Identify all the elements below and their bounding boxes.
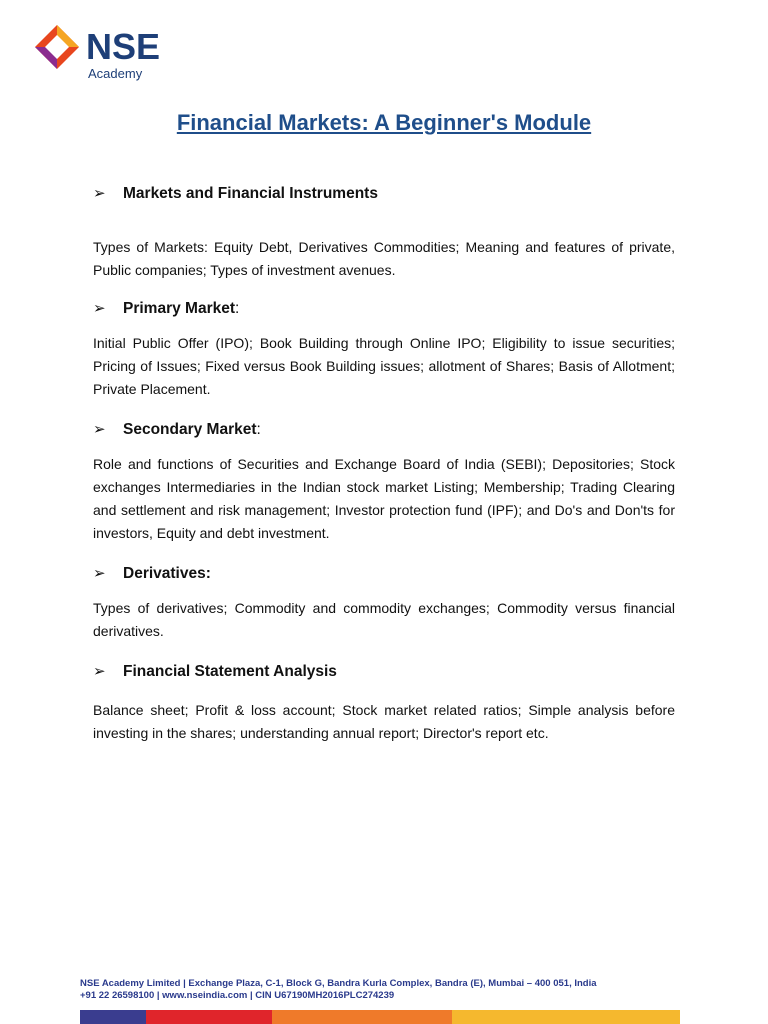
bullet-arrow-icon: ➢ — [93, 663, 106, 680]
logo-brand-text: NSE — [86, 26, 161, 67]
nse-academy-logo — [34, 24, 174, 84]
section-financial-statement-analysis — [93, 662, 675, 745]
section-heading-text: Secondary Market: — [123, 421, 261, 438]
section-heading — [93, 420, 675, 440]
section-heading-text: Derivatives: — [123, 565, 211, 582]
section-heading-text: Financial Statement Analysis — [123, 663, 337, 680]
bullet-arrow-icon: ➢ — [93, 421, 106, 438]
section-body: Balance sheet; Profit & loss account; Stock market related ratios; Simple analysis before investing in the shares; understanding annual report; Director's report etc. — [93, 702, 675, 741]
bullet-arrow-icon: ➢ — [93, 565, 106, 582]
footer-contact-line: +91 22 26598100 | www.nseindia.com | CIN U67190MH2016PLC274239 — [80, 990, 395, 1001]
stripe-segment — [272, 1010, 452, 1024]
section-secondary-market — [93, 420, 675, 545]
section-heading — [93, 299, 675, 319]
section-heading-text: Primary Market: — [123, 300, 240, 317]
section-heading — [93, 564, 675, 584]
stripe-segment — [80, 1010, 146, 1024]
nse-logo-icon — [34, 24, 80, 70]
section-body: Types of Markets: Equity Debt, Derivatives Commodities; Meaning and features of private, Public companies; Types of investment avenues. — [93, 239, 675, 278]
section-body: Initial Public Offer (IPO); Book Building through Online IPO; Eligibility to issue securities; Pricing of Issues; Fixed versus Book Building issues; allotment of Shares; Basis of Allotment; Private Placement. — [93, 335, 675, 397]
footer-address — [80, 978, 680, 1002]
section-markets — [93, 184, 675, 282]
footer-address-line: NSE Academy Limited | Exchange Plaza, C-1, Block G, Bandra Kurla Complex, Bandra (E), Mumbai – 400 051, India — [80, 978, 597, 989]
logo-sub-text: Academy — [88, 66, 143, 81]
stripe-segment — [146, 1010, 272, 1024]
section-heading — [93, 662, 675, 682]
footer-color-stripe — [80, 1010, 680, 1024]
section-primary-market — [93, 299, 675, 401]
section-derivatives — [93, 564, 675, 643]
page-title: Financial Markets: A Beginner's Module — [176, 110, 592, 135]
section-heading-text: Markets and Financial Instruments — [123, 185, 378, 202]
stripe-segment — [452, 1010, 680, 1024]
section-body: Role and functions of Securities and Exchange Board of India (SEBI); Depositories; Stock exchanges Intermediaries in the Indian stock market Listing; Membership; Trading Clearing and settlement and risk management; Investor protection fund (IPF); and Do's and Don'ts for investors, Equity and debt investment. — [93, 456, 675, 541]
section-heading — [93, 184, 675, 204]
bullet-arrow-icon: ➢ — [93, 185, 106, 202]
bullet-arrow-icon: ➢ — [93, 300, 106, 317]
section-body: Types of derivatives; Commodity and commodity exchanges; Commodity versus financial derivatives. — [93, 600, 675, 639]
